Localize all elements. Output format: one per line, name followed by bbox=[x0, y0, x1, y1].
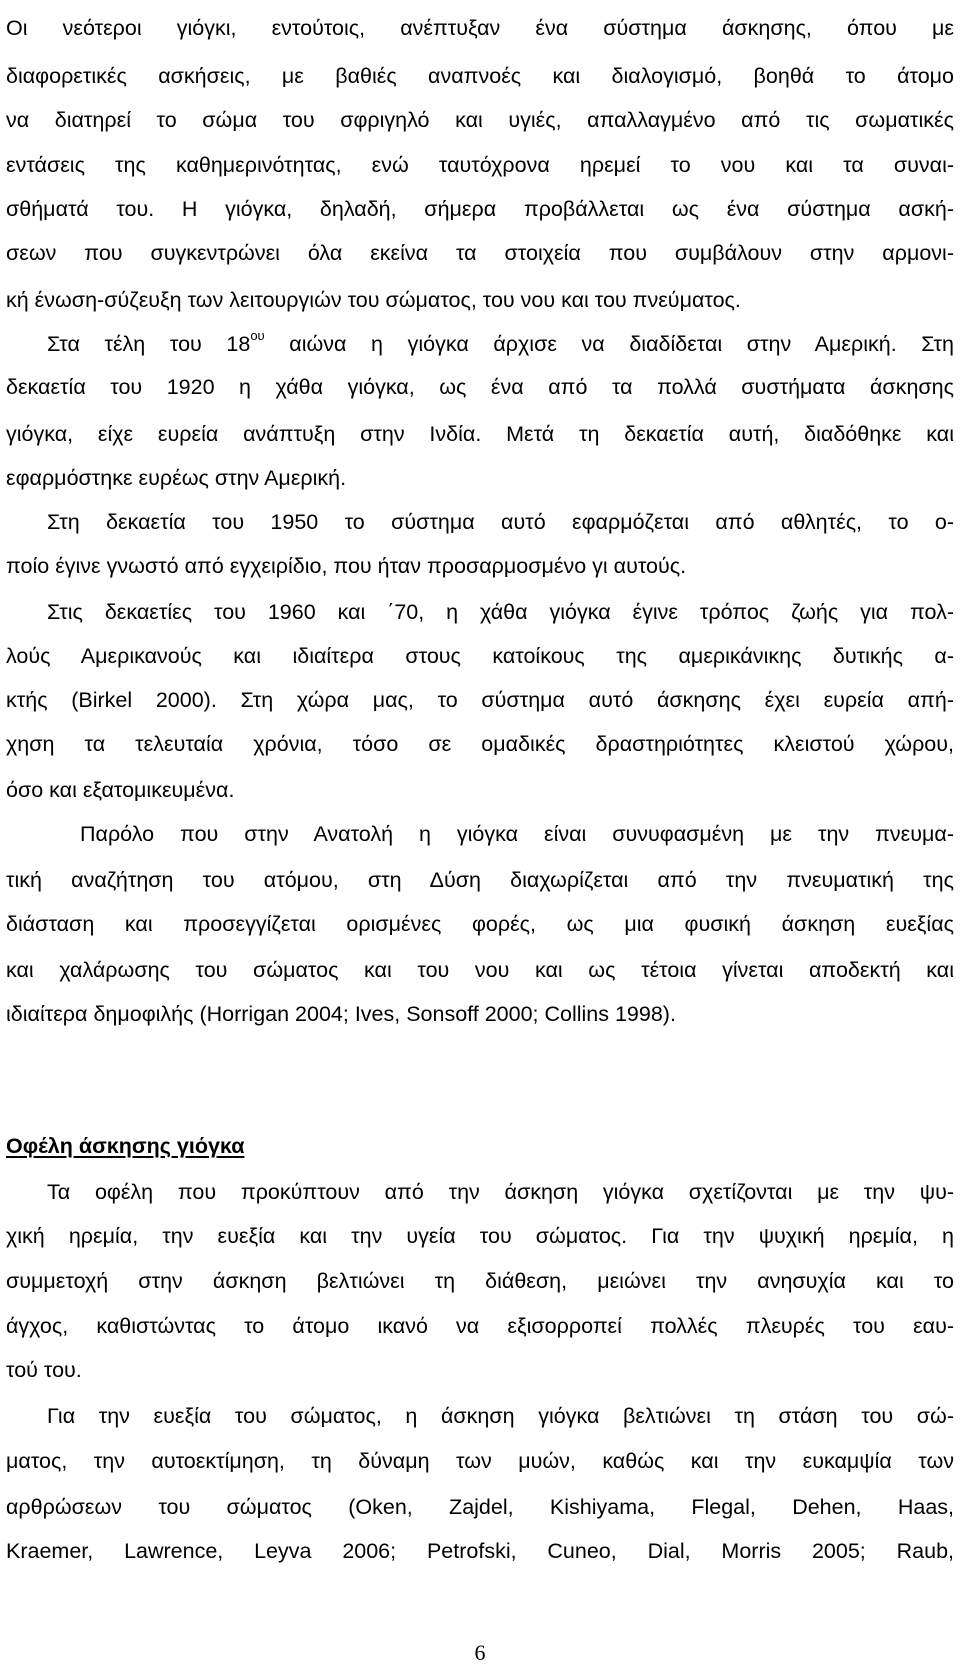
paragraph-6-line-5: τού του. bbox=[6, 1358, 82, 1382]
paragraph-7-line-3: αρθρώσεων του σώματος (Oken, Zajdel, Kishiyama, Flegal, Dehen, Haas, bbox=[6, 1495, 954, 1519]
paragraph-2-text-before-superscript: Στα τέλη του 18 bbox=[47, 332, 251, 356]
ordinal-superscript: ου bbox=[250, 327, 265, 343]
paragraph-6-line-2: χική ηρεμία, την ευεξία και την υγεία του σώματος. Για την ψυχική ηρεμία, η bbox=[6, 1224, 954, 1248]
paragraph-6-line-1: Τα οφέλη που προκύπτουν από την άσκηση γιόγκα σχετίζονται με την ψυ- bbox=[47, 1180, 954, 1204]
paragraph-4-line-2: λούς Αμερικανούς και ιδιαίτερα στους κατοίκους της αμερικάνικης δυτικής α- bbox=[6, 644, 954, 668]
paragraph-7-line-2: ματος, την αυτοεκτίμηση, τη δύναμη των μυών, καθώς και την ευκαμψία των bbox=[6, 1449, 954, 1473]
paragraph-1-line-2: διαφορετικές ασκήσεις, με βαθιές αναπνοές και διαλογισμό, βοηθά το άτομο bbox=[6, 64, 954, 88]
paragraph-5-line-3: διάσταση και προσεγγίζεται ορισμένες φορές, ως μια φυσική άσκηση ευεξίας bbox=[6, 912, 954, 936]
paragraph-5-line-5: ιδιαίτερα δημοφιλής (Horrigan 2004; Ives, Sonsoff 2000; Collins 1998). bbox=[6, 1002, 676, 1026]
paragraph-7-line-4: Kraemer, Lawrence, Leyva 2006; Petrofski, Cuneo, Dial, Morris 2005; Raub, bbox=[6, 1539, 954, 1563]
paragraph-1-line-7: κή ένωση-σύζευξη των λειτουργιών του σώματος, του νου και του πνεύματος. bbox=[6, 288, 741, 312]
paragraph-4-line-3: κτής (Birkel 2000). Στη χώρα μας, το σύστημα αυτό άσκησης έχει ευρεία απή- bbox=[6, 688, 954, 712]
paragraph-1-line-3: να διατηρεί το σώμα του σφριγηλό και υγιές, απαλλαγμένο από τις σωματικές bbox=[6, 108, 954, 132]
paragraph-1-line-1: Οι νεότεροι γιόγκι, εντούτοις, ανέπτυξαν ένα σύστημα άσκησης, όπου με bbox=[6, 16, 954, 40]
paragraph-3-line-1: Στη δεκαετία του 1950 το σύστημα αυτό εφαρμόζεται από αθλητές, το ο- bbox=[47, 510, 954, 534]
paragraph-6-line-3: συμμετοχή στην άσκηση βελτιώνει τη διάθεση, μειώνει την ανησυχία και το bbox=[6, 1269, 954, 1293]
paragraph-2-text-after-superscript: αιώνα η γιόγκα άρχισε να διαδίδεται στην Αμερική. Στη bbox=[264, 332, 954, 356]
paragraph-2-line-3: γιόγκα, είχε ευρεία ανάπτυξη στην Ινδία. Μετά τη δεκαετία αυτή, διαδόθηκε και bbox=[6, 422, 954, 446]
paragraph-7-line-1: Για την ευεξία του σώματος, η άσκηση γιόγκα βελτιώνει τη στάση του σώ- bbox=[47, 1404, 954, 1428]
paragraph-5-line-2: τική αναζήτηση του ατόμου, στη Δύση διαχωρίζεται από την πνευματική της bbox=[6, 868, 954, 892]
paragraph-1-line-5: σθήματά του. Η γιόγκα, δηλαδή, σήμερα προβάλλεται ως ένα σύστημα ασκή- bbox=[6, 197, 954, 221]
paragraph-1-line-6: σεων που συγκεντρώνει όλα εκείνα τα στοιχεία που συμβάλουν στην αρμονι- bbox=[6, 241, 954, 265]
paragraph-4-line-4: χηση τα τελευταία χρόνια, τόσο σε ομαδικές δραστηριότητες κλειστού χώρου, bbox=[6, 732, 954, 756]
paragraph-1-line-4: εντάσεις της καθημερινότητας, ενώ ταυτόχρονα ηρεμεί το νου και τα συναι- bbox=[6, 153, 954, 177]
paragraph-5-line-4: και χαλάρωσης του σώματος και του νου και ως τέτοια γίνεται αποδεκτή και bbox=[6, 958, 954, 982]
paragraph-2-line-2: δεκαετία του 1920 η χάθα γιόγκα, ως ένα από τα πολλά συστήματα άσκησης bbox=[6, 375, 954, 399]
paragraph-5-line-1: Παρόλο που στην Ανατολή η γιόγκα είναι συνυφασμένη με την πνευμα- bbox=[80, 822, 954, 846]
paragraph-4-line-1: Στις δεκαετίες του 1960 και ΄70, η χάθα γιόγκα έγινε τρόπος ζωής για πολ- bbox=[47, 600, 954, 624]
paragraph-6-line-4: άγχος, καθιστώντας το άτομο ικανό να εξισορροπεί πολλές πλευρές του εαυ- bbox=[6, 1314, 954, 1338]
paragraph-2-line-4: εφαρμόστηκε ευρέως στην Αμερική. bbox=[6, 466, 347, 490]
section-heading: Οφέλη άσκησης γιόγκα bbox=[6, 1134, 245, 1158]
paragraph-2-line-1 bbox=[47, 329, 954, 359]
page-number: 6 bbox=[474, 1640, 486, 1665]
paragraph-3-line-2: ποίο έγινε γνωστό από εγχειρίδιο, που ήταν προσαρμοσμένο γι αυτούς. bbox=[6, 554, 687, 578]
paragraph-4-line-5: όσο και εξατομικευμένα. bbox=[6, 778, 235, 802]
